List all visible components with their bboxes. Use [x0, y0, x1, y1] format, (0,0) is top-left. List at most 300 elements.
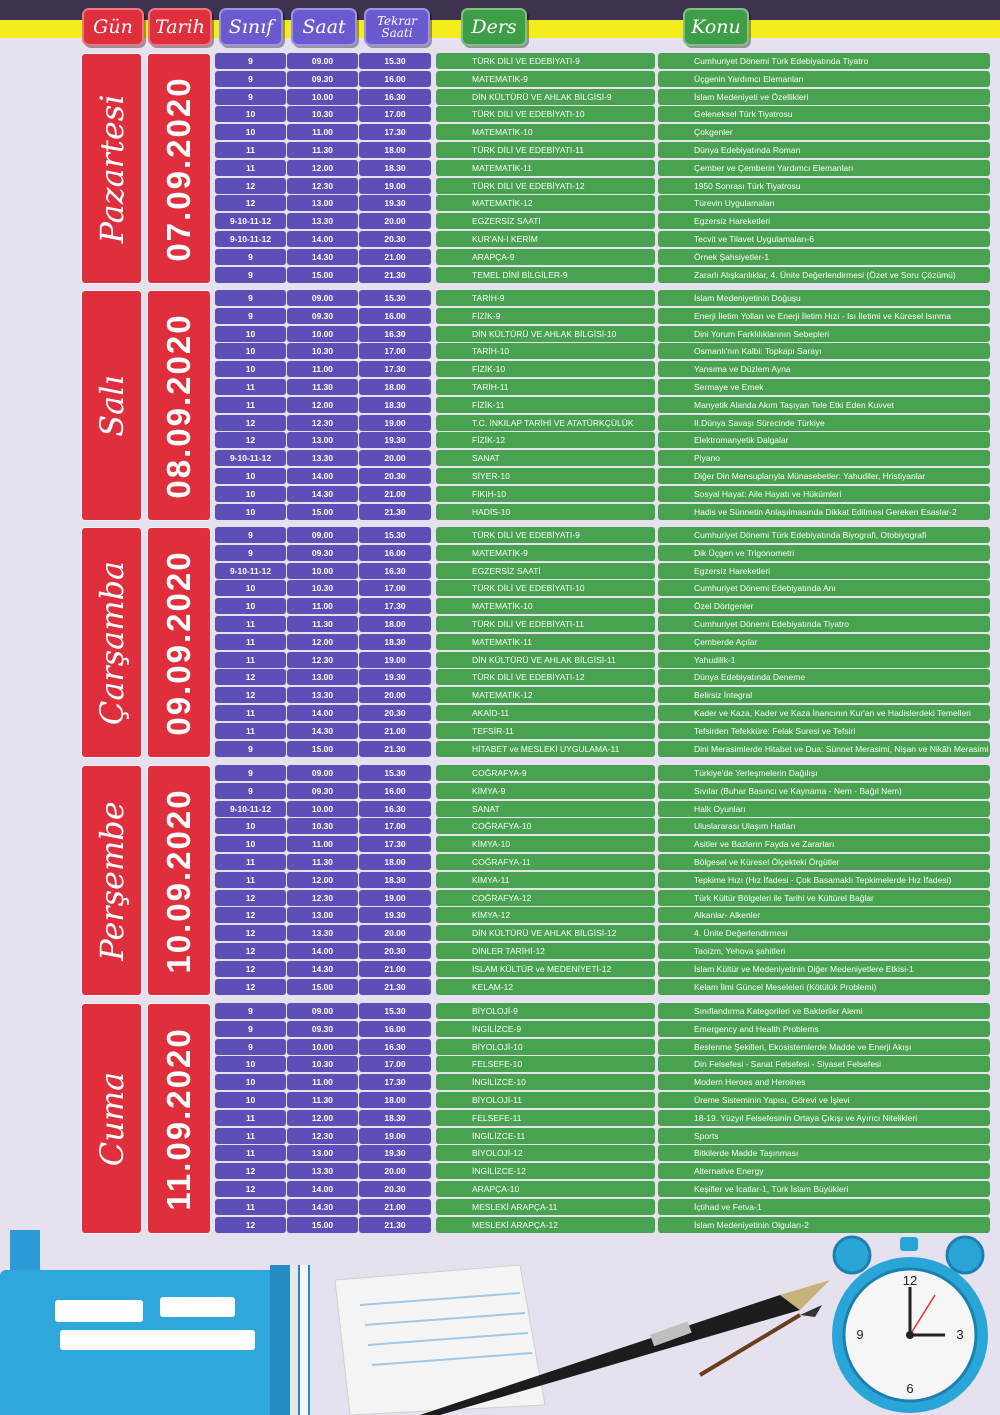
ders-cell: FELSEFE-11 [436, 1110, 655, 1126]
sinif-cell: 9 [215, 527, 286, 543]
table-row [0, 432, 1000, 449]
saat-cell: 12.30 [287, 178, 358, 194]
konu-cell: Halk Oyunları [658, 801, 990, 817]
ders-cell: İNGİLİZCE-12 [436, 1163, 655, 1179]
table-row [0, 178, 1000, 195]
sinif-cell: 9 [215, 741, 286, 757]
ders-cell: MATEMATİK-9 [436, 71, 655, 87]
ders-cell: EGZERSİZ SAATİ [436, 563, 655, 579]
tekrar-saati-cell: 18.00 [359, 1092, 431, 1108]
saat-cell: 12.30 [287, 652, 358, 668]
konu-cell: Özel Dörtgenler [658, 598, 990, 614]
konu-cell: Egzersiz Hareketleri [658, 563, 990, 579]
saat-cell: 10.30 [287, 1056, 358, 1072]
sinif-cell: 12 [215, 1217, 286, 1233]
tekrar-saati-cell: 17.30 [359, 598, 431, 614]
tekrar-saati-cell: 20.30 [359, 1181, 431, 1197]
ders-cell: TÜRK DİLİ VE EDEBİYATI-12 [436, 178, 655, 194]
sinif-cell: 10 [215, 361, 286, 377]
saat-cell: 10.00 [287, 563, 358, 579]
konu-cell: Türkiye'de Yerleşmelerin Dağılışı [658, 765, 990, 781]
saat-cell: 10.30 [287, 818, 358, 834]
tekrar-saati-cell: 21.00 [359, 486, 431, 502]
table-row [0, 979, 1000, 996]
sinif-cell: 11 [215, 379, 286, 395]
sinif-cell: 10 [215, 1092, 286, 1108]
saat-cell: 15.00 [287, 1217, 358, 1233]
table-row [0, 741, 1000, 758]
sinif-cell: 9-10-11-12 [215, 213, 286, 229]
sinif-cell: 9 [215, 545, 286, 561]
saat-cell: 15.00 [287, 267, 358, 283]
sinif-cell: 9 [215, 308, 286, 324]
ders-cell: KİMYA-12 [436, 907, 655, 923]
tekrar-saati-cell: 20.00 [359, 687, 431, 703]
konu-cell: Hadis ve Sünnetin Anlaşılmasında Dikkat Edilmesi Gereken Esaslar-2 [658, 504, 990, 520]
table-row [0, 854, 1000, 871]
table-row [0, 106, 1000, 123]
konu-cell: Egzersiz Hareketleri [658, 213, 990, 229]
konu-cell: Din Felsefesi - Sanat Felsefesi - Siyaset Felsefesi [658, 1056, 990, 1072]
table-row [0, 652, 1000, 669]
konu-cell: Sosyal Hayat: Aile Hayatı ve Hükümleri [658, 486, 990, 502]
saat-cell: 09.30 [287, 783, 358, 799]
konu-cell: Modern Heroes and Heroines [658, 1074, 990, 1090]
tekrar-saati-cell: 15.30 [359, 527, 431, 543]
ders-cell: EGZERSİZ SAATİ [436, 213, 655, 229]
sinif-cell: 11 [215, 723, 286, 739]
saat-cell: 09.30 [287, 1021, 358, 1037]
konu-cell: Cumhuriyet Dönemi Edebiyatında Tiyatro [658, 616, 990, 632]
sinif-cell: 10 [215, 486, 286, 502]
ders-cell: TEMEL DİNİ BİLGİLER-9 [436, 267, 655, 283]
table-row [0, 71, 1000, 88]
sinif-cell: 11 [215, 1199, 286, 1215]
konu-cell: Yahudilik-1 [658, 652, 990, 668]
saat-cell: 14.00 [287, 468, 358, 484]
table-row [0, 723, 1000, 740]
konu-cell: İslam Kültür ve Medeniyetinin Diğer Medeniyetlere Etkisi-1 [658, 961, 990, 977]
header-konu: Konu [683, 8, 749, 46]
sinif-cell: 9 [215, 290, 286, 306]
sinif-cell: 10 [215, 1074, 286, 1090]
konu-cell: Çember ve Çemberin Yardımcı Elemanları [658, 160, 990, 176]
tekrar-saati-cell: 17.30 [359, 1074, 431, 1090]
saat-cell: 13.30 [287, 687, 358, 703]
tekrar-saati-cell: 18.30 [359, 872, 431, 888]
ders-cell: TÜRK DİLİ VE EDEBİYATI-9 [436, 53, 655, 69]
saat-cell: 11.00 [287, 361, 358, 377]
sinif-cell: 9 [215, 249, 286, 265]
table-row [0, 634, 1000, 651]
ders-cell: MATEMATİK-10 [436, 124, 655, 140]
ders-cell: MESLEKİ ARAPÇA-12 [436, 1217, 655, 1233]
saat-cell: 14.30 [287, 723, 358, 739]
table-row [0, 504, 1000, 521]
saat-cell: 12.00 [287, 397, 358, 413]
ders-cell: TÜRK DİLİ VE EDEBİYATI-11 [436, 616, 655, 632]
konu-cell: Beslenme Şekilleri, Ekosistemlerde Madde ve Enerji Akışı [658, 1039, 990, 1055]
konu-cell: Dini Merasimlerde Hitabet ve Dua: Sünnet Merasimi, Nişan ve Nikâh Merasimi [658, 741, 990, 757]
day-date: 11.09.2020 [160, 1027, 197, 1211]
table-row [0, 249, 1000, 266]
saat-cell: 10.00 [287, 326, 358, 342]
konu-cell: Alternative Energy [658, 1163, 990, 1179]
saat-cell: 15.00 [287, 741, 358, 757]
ders-cell: MATEMATİK-10 [436, 598, 655, 614]
konu-cell: Kader ve Kaza, Kader ve Kaza İnancının Kur'an ve Hadislerdeki Temelleri [658, 705, 990, 721]
ders-cell: SANAT [436, 801, 655, 817]
konu-cell: Osmanlı'nın Kalbi: Topkapı Sarayı [658, 343, 990, 359]
ders-cell: FİZİK-10 [436, 361, 655, 377]
table-row [0, 397, 1000, 414]
sinif-cell: 12 [215, 415, 286, 431]
sinif-cell: 12 [215, 1181, 286, 1197]
saat-cell: 10.00 [287, 1039, 358, 1055]
table-row [0, 213, 1000, 230]
saat-cell: 13.00 [287, 1145, 358, 1161]
saat-cell: 13.00 [287, 195, 358, 211]
konu-cell: Sports [658, 1128, 990, 1144]
ders-cell: BİYOLOJİ-11 [436, 1092, 655, 1108]
tekrar-saati-cell: 21.00 [359, 723, 431, 739]
tekrar-saati-cell: 19.30 [359, 1145, 431, 1161]
ders-cell: TÜRK DİLİ VE EDEBİYATI-10 [436, 106, 655, 122]
table-row [0, 361, 1000, 378]
table-row [0, 486, 1000, 503]
sinif-cell: 11 [215, 160, 286, 176]
tekrar-saati-cell: 18.00 [359, 142, 431, 158]
konu-cell: Enerji İletim Yolları ve Enerji İletim Hızı - Isı İletimi ve Küresel Isınma [658, 308, 990, 324]
saat-cell: 15.00 [287, 979, 358, 995]
saat-cell: 10.30 [287, 580, 358, 596]
table-row [0, 1181, 1000, 1198]
tekrar-saati-cell: 17.00 [359, 580, 431, 596]
tekrar-saati-cell: 21.30 [359, 504, 431, 520]
sinif-cell: 12 [215, 178, 286, 194]
saat-cell: 11.30 [287, 1092, 358, 1108]
saat-cell: 12.00 [287, 634, 358, 650]
tekrar-saati-cell: 16.00 [359, 545, 431, 561]
tekrar-saati-cell: 16.30 [359, 563, 431, 579]
ders-cell: MATEMATİK-11 [436, 160, 655, 176]
sinif-cell: 10 [215, 106, 286, 122]
table-row [0, 124, 1000, 141]
tekrar-saati-cell: 20.00 [359, 450, 431, 466]
konu-cell: Dünya Edebiyatında Roman [658, 142, 990, 158]
saat-cell: 14.30 [287, 961, 358, 977]
saat-cell: 15.00 [287, 504, 358, 520]
tekrar-saati-cell: 17.30 [359, 361, 431, 377]
saat-cell: 14.00 [287, 705, 358, 721]
tekrar-saati-cell: 16.30 [359, 89, 431, 105]
saat-cell: 11.00 [287, 598, 358, 614]
konu-cell: Örnek Şahsiyetler-1 [658, 249, 990, 265]
tekrar-saati-cell: 19.00 [359, 1128, 431, 1144]
ders-cell: SANAT [436, 450, 655, 466]
table-row [0, 290, 1000, 307]
saat-cell: 12.00 [287, 1110, 358, 1126]
tekrar-saati-cell: 17.00 [359, 818, 431, 834]
sinif-cell: 11 [215, 397, 286, 413]
konu-cell: Türevin Uygulamaları [658, 195, 990, 211]
tekrar-saati-cell: 19.00 [359, 415, 431, 431]
ders-cell: MATEMATİK-9 [436, 545, 655, 561]
table-row [0, 450, 1000, 467]
sinif-cell: 10 [215, 818, 286, 834]
ders-cell: KİMYA-9 [436, 783, 655, 799]
ders-cell: KELAM-12 [436, 979, 655, 995]
sinif-cell: 12 [215, 907, 286, 923]
saat-cell: 13.30 [287, 925, 358, 941]
tekrar-saati-cell: 20.30 [359, 468, 431, 484]
day-name: Pazartesi [92, 94, 131, 244]
table-row [0, 1145, 1000, 1162]
tekrar-saati-cell: 18.00 [359, 379, 431, 395]
sinif-cell: 12 [215, 432, 286, 448]
tekrar-saati-cell: 18.30 [359, 1110, 431, 1126]
sinif-cell: 11 [215, 142, 286, 158]
day-name: Perşembe [92, 800, 131, 961]
sinif-cell: 9 [215, 267, 286, 283]
konu-cell: Dini Yorum Farklılıklarının Sebepleri [658, 326, 990, 342]
saat-cell: 13.00 [287, 907, 358, 923]
konu-cell: Dünya Edebiyatında Deneme [658, 669, 990, 685]
table-row [0, 616, 1000, 633]
ders-cell: TARİH-9 [436, 290, 655, 306]
sinif-cell: 9-10-11-12 [215, 231, 286, 247]
header-ders: Ders [461, 8, 527, 46]
sinif-cell: 10 [215, 836, 286, 852]
saat-cell: 14.00 [287, 231, 358, 247]
konu-cell: Çokgenler [658, 124, 990, 140]
saat-cell: 14.30 [287, 249, 358, 265]
table-row [0, 818, 1000, 835]
svg-text:9: 9 [856, 1327, 864, 1342]
tekrar-saati-cell: 16.30 [359, 326, 431, 342]
ders-cell: DİN KÜLTÜRÜ VE AHLAK BİLGİSİ-10 [436, 326, 655, 342]
konu-cell: Kelam İlmi Güncel Meseleleri (Kötülük Problemi) [658, 979, 990, 995]
tekrar-saati-cell: 19.30 [359, 669, 431, 685]
tekrar-saati-cell: 16.00 [359, 1021, 431, 1037]
tekrar-saati-cell: 21.30 [359, 267, 431, 283]
ders-cell: DİN KÜLTÜRÜ VE AHLAK BİLGİSİ-12 [436, 925, 655, 941]
tekrar-saati-cell: 20.30 [359, 943, 431, 959]
ders-cell: TÜRK DİLİ VE EDEBİYATI-12 [436, 669, 655, 685]
tekrar-saati-cell: 20.00 [359, 1163, 431, 1179]
day-block [0, 290, 1000, 521]
sinif-cell: 12 [215, 1163, 286, 1179]
tekrar-saati-cell: 18.30 [359, 160, 431, 176]
sinif-cell: 11 [215, 1128, 286, 1144]
svg-text:12: 12 [902, 1273, 918, 1288]
ders-cell: KİMYA-11 [436, 872, 655, 888]
ders-cell: DİNLER TARİHİ-12 [436, 943, 655, 959]
table-row [0, 1074, 1000, 1091]
konu-cell: Üçgenin Yardımcı Elemanları [658, 71, 990, 87]
saat-cell: 13.30 [287, 213, 358, 229]
saat-cell: 13.00 [287, 669, 358, 685]
konu-cell: Sıvılar (Buhar Basıncı ve Kaynama - Nem - Bağıl Nem) [658, 783, 990, 799]
sinif-cell: 9 [215, 765, 286, 781]
tekrar-saati-cell: 18.00 [359, 616, 431, 632]
konu-cell: Uluslararası Ulaşım Hatları [658, 818, 990, 834]
ders-cell: İNGİLİZCE-11 [436, 1128, 655, 1144]
day-block [0, 765, 1000, 996]
table-row [0, 195, 1000, 212]
konu-cell: Sermaye ve Emek [658, 379, 990, 395]
ders-cell: DİN KÜLTÜRÜ VE AHLAK BİLGİSİ-11 [436, 652, 655, 668]
saat-cell: 12.00 [287, 872, 358, 888]
tekrar-saati-cell: 20.30 [359, 231, 431, 247]
table-row [0, 160, 1000, 177]
ders-cell: TÜRK DİLİ VE EDEBİYATI-10 [436, 580, 655, 596]
header-gun: Gün [82, 8, 144, 46]
tekrar-saati-cell: 19.00 [359, 178, 431, 194]
konu-cell: Geleneksel Türk Tiyatrosu [658, 106, 990, 122]
table-row [0, 1003, 1000, 1020]
konu-cell: Cumhuriyet Dönemi Türk Edebiyatında Tiyatro [658, 53, 990, 69]
sinif-cell: 12 [215, 961, 286, 977]
table-row [0, 705, 1000, 722]
konu-cell: 18-19. Yüzyıl Felsefesinin Ortaya Çıkışı ve Ayırıcı Nitelikleri [658, 1110, 990, 1126]
sinif-cell: 10 [215, 504, 286, 520]
saat-cell: 09.00 [287, 765, 358, 781]
sinif-cell: 10 [215, 124, 286, 140]
sinif-cell: 11 [215, 1145, 286, 1161]
konu-cell: Cumhuriyet Dönemi Türk Edebiyatında Biyografi, Otobiyografi [658, 527, 990, 543]
tekrar-saati-cell: 15.30 [359, 1003, 431, 1019]
tekrar-saati-cell: 21.00 [359, 249, 431, 265]
tekrar-saati-cell: 17.00 [359, 106, 431, 122]
sinif-cell: 11 [215, 872, 286, 888]
saat-cell: 10.00 [287, 89, 358, 105]
saat-cell: 11.30 [287, 854, 358, 870]
sinif-cell: 10 [215, 343, 286, 359]
table-row [0, 1128, 1000, 1145]
saat-cell: 10.00 [287, 801, 358, 817]
sinif-cell: 12 [215, 687, 286, 703]
tekrar-saati-cell: 15.30 [359, 765, 431, 781]
tekrar-saati-cell: 16.00 [359, 783, 431, 799]
ders-cell: TEFSİR-11 [436, 723, 655, 739]
tekrar-saati-cell: 21.30 [359, 741, 431, 757]
table-row [0, 267, 1000, 284]
ders-cell: TARİH-10 [436, 343, 655, 359]
table-row [0, 527, 1000, 544]
sinif-cell: 12 [215, 979, 286, 995]
konu-cell: 1950 Sonrası Türk Tiyatrosu [658, 178, 990, 194]
sinif-cell: 9 [215, 89, 286, 105]
konu-cell: Tecvit ve Tilavet Uygulamaları-6 [658, 231, 990, 247]
table-row [0, 142, 1000, 159]
saat-cell: 10.30 [287, 343, 358, 359]
sinif-cell: 11 [215, 1110, 286, 1126]
table-row [0, 308, 1000, 325]
ders-cell: İNGİLİZCE-10 [436, 1074, 655, 1090]
table-row [0, 890, 1000, 907]
ders-cell: KİMYA-10 [436, 836, 655, 852]
sinif-cell: 10 [215, 580, 286, 596]
saat-cell: 14.30 [287, 1199, 358, 1215]
ders-cell: COĞRAFYA-11 [436, 854, 655, 870]
table-row [0, 783, 1000, 800]
konu-cell: Tepkime Hızı (Hız İfadesi - Çok Basamaklı Tepkimelerde Hız İfadesi) [658, 872, 990, 888]
saat-cell: 10.30 [287, 106, 358, 122]
ders-cell: MATEMATİK-12 [436, 195, 655, 211]
konu-cell: Taoizm, Yehova şahitleri [658, 943, 990, 959]
saat-cell: 13.30 [287, 450, 358, 466]
konu-cell: Tefsirden Tefekküre: Felak Suresi ve Tefsiri [658, 723, 990, 739]
ders-cell: MATEMATİK-11 [436, 634, 655, 650]
header-saat: Saat [291, 8, 357, 46]
table-row [0, 1199, 1000, 1216]
konu-cell: Elektromanyetik Dalgalar [658, 432, 990, 448]
tekrar-saati-cell: 18.30 [359, 397, 431, 413]
ders-cell: SİYER-10 [436, 468, 655, 484]
table-row [0, 872, 1000, 889]
day-name: Cuma [92, 1071, 131, 1166]
tekrar-saati-cell: 19.30 [359, 432, 431, 448]
ders-cell: HİTABET ve MESLEKİ UYGULAMA-11 [436, 741, 655, 757]
saat-cell: 12.30 [287, 1128, 358, 1144]
header-tekrar-saati: Tekrar Saati [364, 8, 430, 46]
ders-cell: T.C. İNKILAP TARİHİ VE ATATÜRKÇÜLÜK [436, 415, 655, 431]
konu-cell: Alkanlar- Alkenler [658, 907, 990, 923]
table-row [0, 1021, 1000, 1038]
table-row [0, 1056, 1000, 1073]
konu-cell: Bölgesel ve Küresel Ölçekteki Örgütler [658, 854, 990, 870]
table-row [0, 1092, 1000, 1109]
sinif-cell: 10 [215, 598, 286, 614]
saat-cell: 11.00 [287, 836, 358, 852]
saat-cell: 11.00 [287, 1074, 358, 1090]
tekrar-saati-cell: 20.00 [359, 213, 431, 229]
ders-cell: TARİH-11 [436, 379, 655, 395]
table-row [0, 1039, 1000, 1056]
saat-cell: 09.30 [287, 545, 358, 561]
konu-cell: Cumhuriyet Dönemi Edebiyatında Anı [658, 580, 990, 596]
sinif-cell: 9 [215, 53, 286, 69]
alarm-clock-icon [832, 1237, 988, 1413]
ders-cell: TÜRK DİLİ VE EDEBİYATI-11 [436, 142, 655, 158]
konu-cell: Piyano [658, 450, 990, 466]
saat-cell: 09.00 [287, 290, 358, 306]
saat-cell: 11.30 [287, 142, 358, 158]
svg-text:3: 3 [956, 1327, 964, 1342]
tekrar-saati-cell: 19.30 [359, 195, 431, 211]
konu-cell: Manyetik Alanda Akım Taşıyan Tele Etki Eden Kuvvet [658, 397, 990, 413]
sinif-cell: 9 [215, 71, 286, 87]
tekrar-saati-cell: 17.30 [359, 836, 431, 852]
ders-cell: BİYOLOJİ-10 [436, 1039, 655, 1055]
konu-cell: Emergency and Health Problems [658, 1021, 990, 1037]
ders-cell: TÜRK DİLİ VE EDEBİYATI-9 [436, 527, 655, 543]
svg-text:6: 6 [906, 1381, 914, 1396]
saat-cell: 11.30 [287, 379, 358, 395]
table-row [0, 53, 1000, 70]
ders-cell: FELSEFE-10 [436, 1056, 655, 1072]
sinif-cell: 9 [215, 1021, 286, 1037]
sinif-cell: 11 [215, 616, 286, 632]
table-row [0, 687, 1000, 704]
table-row [0, 231, 1000, 248]
saat-cell: 09.00 [287, 53, 358, 69]
ders-cell: COĞRAFYA-10 [436, 818, 655, 834]
ders-cell: FİZİK-12 [436, 432, 655, 448]
sinif-cell: 11 [215, 854, 286, 870]
ders-cell: HADİS-10 [436, 504, 655, 520]
